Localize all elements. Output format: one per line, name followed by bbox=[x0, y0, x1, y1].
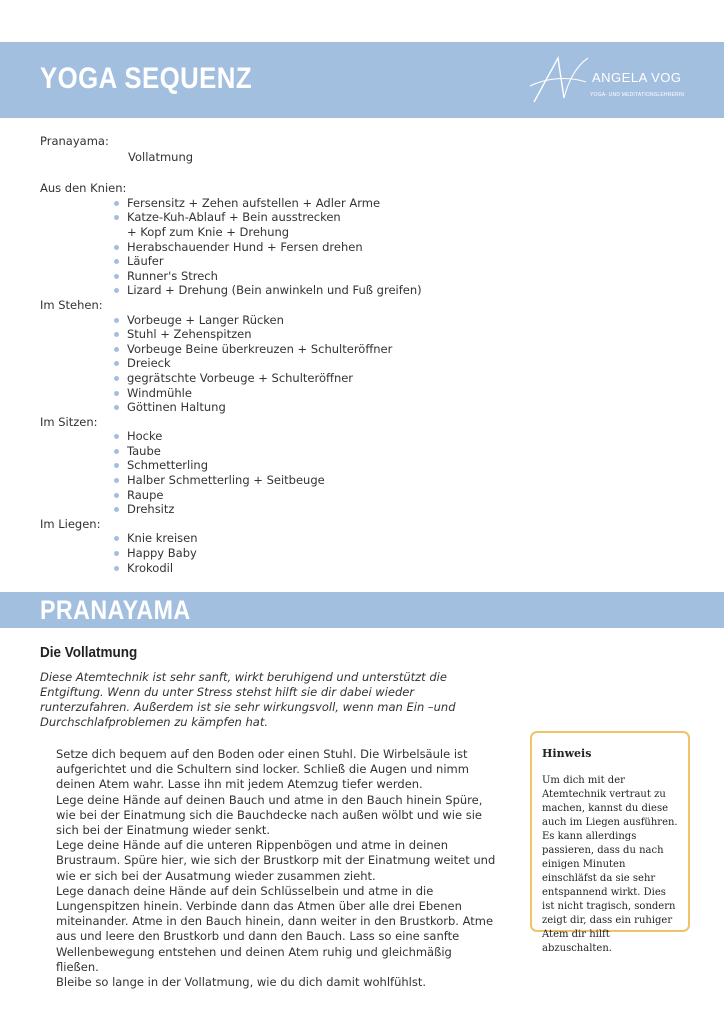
logo-a-icon bbox=[528, 52, 590, 108]
logo-subtitle: YOGA- UND MEDITATIONSLEHRERIN bbox=[590, 92, 685, 98]
list-item: Knie kreisen bbox=[114, 531, 680, 546]
list-item: Hocke bbox=[114, 429, 680, 444]
page-title: YOGA SEQUENZ bbox=[40, 62, 253, 95]
list-item: Happy Baby bbox=[114, 546, 680, 561]
list-item: Drehsitz bbox=[114, 502, 680, 517]
instruction-paragraph: Lege deine Hände auf die unteren Rippenbögen und atme in deinen Brustraum. Spüre hier, wie sich der Brustkorp mit der Einatmung weitet und wie er sich bei der Ausatmung wieder zusammen zieht. bbox=[56, 838, 496, 883]
list-item: Vorbeuge + Langer Rücken bbox=[114, 313, 680, 328]
list-item: Windmühle bbox=[114, 386, 680, 401]
list-item: Läufer bbox=[114, 254, 680, 269]
note-box bbox=[530, 731, 690, 954]
note-title: Hinweis bbox=[542, 747, 592, 760]
intro-text: Diese Atemtechnik ist sehr sanft, wirkt beruhigend und unterstützt die Entgiftung. Wenn du unter Stress stehst hilft sie dir dabei wieder runterzufahren. Außerdem ist sie sehr wirkungsvoll, wenn man Ein –und Durchschlafproblemen zu kämpfen hat. bbox=[40, 670, 456, 729]
section-title: PRANAYAMA bbox=[40, 595, 191, 625]
list-item: Vorbeuge Beine überkreuzen + Schulteröffner bbox=[114, 342, 680, 357]
note-text: Um dich mit der Atemtechnik vertraut zu machen, kannst du diese auch im Liegen ausführen. Es kann allerdings passieren, dass du nach einigen Minuten einschläfst da sie sehr entspannend wirkt. Dies ist nicht tragisch, sondern zeigt dir, dass ein ruhiger Atem dir hilft abzuschalten. bbox=[542, 775, 678, 954]
standing-list bbox=[40, 313, 680, 415]
logo bbox=[528, 52, 688, 108]
subsection-title: Die Vollatmung bbox=[40, 644, 138, 661]
list-item: Schmetterling bbox=[114, 458, 680, 473]
heading-standing: Im Stehen: bbox=[40, 297, 103, 312]
knees-list bbox=[40, 196, 680, 298]
instruction-paragraph: Lege danach deine Hände auf dein Schlüsselbein und atme in die Lungenspitzen hinein. Verbinde dann das Atmen über alle drei Ebenen miteinander. Atme in den Bauch hinein, dann weiter in den Brustkorb. Atme aus und leere den Brustkorb und dann den Bauch. Lass so eine sanfte Wellenbewegung entstehen und deinen Atem ruhig und gleichmäßig fließen. bbox=[56, 883, 494, 974]
list-item: Katze-Kuh-Ablauf + Bein ausstrecken bbox=[114, 210, 680, 225]
list-item: Raupe bbox=[114, 488, 680, 503]
instructions-text bbox=[56, 747, 496, 990]
list-item: Göttinen Haltung bbox=[114, 400, 680, 415]
pranayama-item: Vollatmung bbox=[128, 149, 194, 164]
heading-sitting: Im Sitzen: bbox=[40, 414, 98, 429]
list-item: Fersensitz + Zehen aufstellen + Adler Arme bbox=[114, 196, 680, 211]
heading-pranayama: Pranayama: bbox=[40, 134, 109, 148]
sequence-section bbox=[40, 134, 680, 575]
heading-knees: Aus den Knien: bbox=[40, 181, 127, 196]
list-item: Herabschauender Hund + Fersen drehen bbox=[114, 240, 680, 255]
lying-list bbox=[40, 531, 680, 575]
instruction-paragraph: Bleibe so lange in der Vollatmung, wie du dich damit wohlfühlst. bbox=[56, 975, 427, 990]
list-item: Stuhl + Zehenspitzen bbox=[114, 327, 680, 342]
list-item: Halber Schmetterling + Seitbeuge bbox=[114, 473, 680, 488]
list-item: Dreieck bbox=[114, 356, 680, 371]
pranayama-band bbox=[0, 592, 724, 628]
list-item: gegrätschte Vorbeuge + Schulteröffner bbox=[114, 371, 680, 386]
instruction-paragraph: Lege deine Hände auf deinen Bauch und atme in den Bauch hinein Spüre, wie bei der Einatmung sich die Bauchdecke nach außen wölbt und wie sie sich bei der Einatmung wieder senkt. bbox=[56, 792, 483, 838]
instruction-paragraph: Setze dich bequem auf den Boden oder einen Stuhl. Die Wirbelsäule ist aufgerichtet und die Schultern sind locker. Schließ die Augen und nimm deinen Atem wahr. Lasse ihn mit jedem Atemzug tiefer werden. bbox=[56, 747, 469, 792]
logo-name: ANGELA VOG bbox=[592, 70, 682, 85]
heading-lying: Im Liegen: bbox=[40, 516, 101, 531]
list-item-continuation: + Kopf zum Knie + Drehung bbox=[127, 224, 290, 239]
list-item: Lizard + Drehung (Bein anwinkeln und Fuß greifen) bbox=[114, 283, 680, 298]
list-item: Taube bbox=[114, 444, 680, 459]
header-band bbox=[0, 42, 724, 118]
sitting-list bbox=[40, 429, 680, 517]
list-item: Krokodil bbox=[114, 561, 680, 576]
list-item: Runner's Strech bbox=[114, 269, 680, 284]
